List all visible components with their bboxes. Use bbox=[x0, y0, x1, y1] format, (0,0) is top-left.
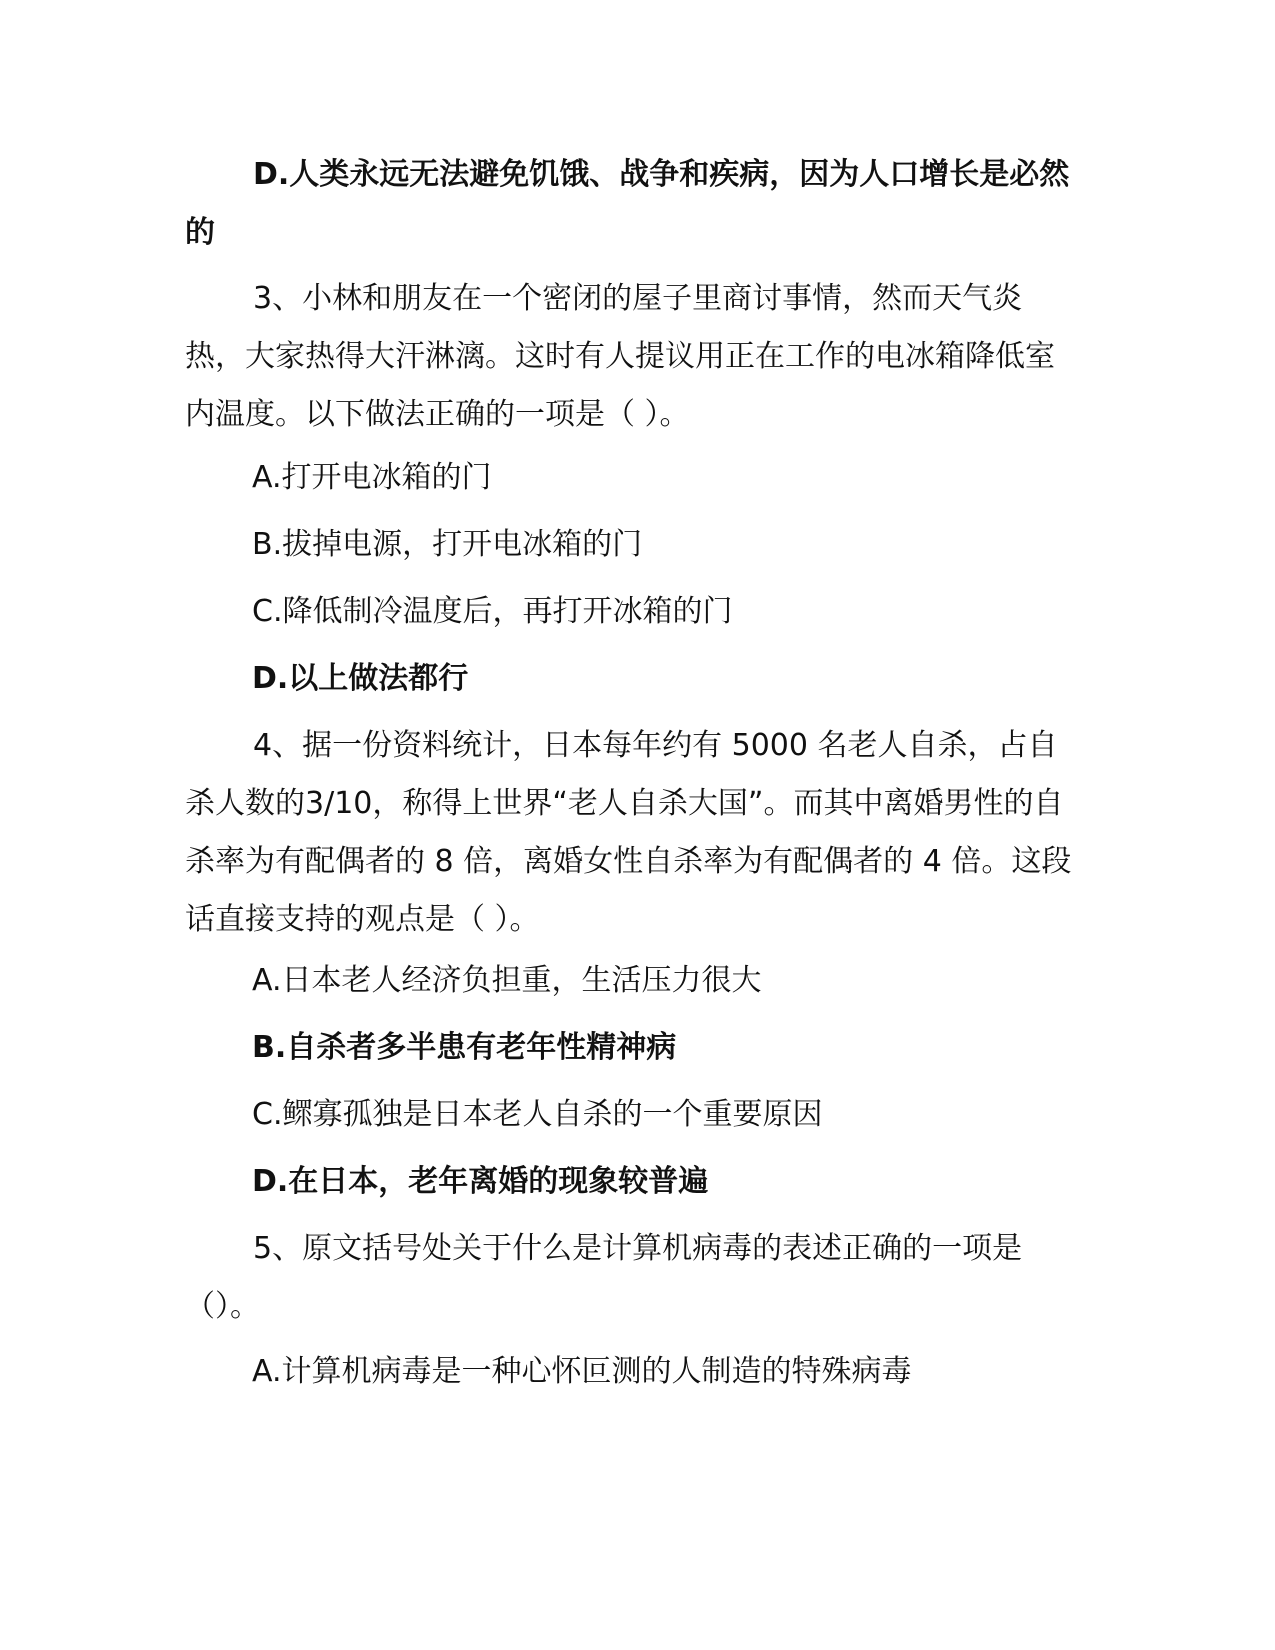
option-3b: B.拔掉电源，打开电冰箱的门 bbox=[252, 527, 643, 562]
option-3d: D.以上做法都行 bbox=[252, 661, 469, 696]
question-5: 5、原文括号处关于什么是计算机病毒的表述正确的一项是（）。 bbox=[185, 1231, 1023, 1324]
option-2d: D.人类永远无法避免饥饿、战争和疾病，因为人口增长是必然的 bbox=[185, 157, 1070, 250]
option-4d: D.在日本，老年离婚的现象较普遍 bbox=[252, 1164, 709, 1199]
option-4c: C.鳏寡孤独是日本老人自杀的一个重要原因 bbox=[252, 1097, 823, 1132]
option-4b: B.自杀者多半患有老年性精神病 bbox=[252, 1030, 677, 1065]
option-3c: C.降低制冷温度后，再打开冰箱的门 bbox=[252, 594, 733, 629]
option-3a: A.打开电冰箱的门 bbox=[252, 460, 492, 495]
option-4a: A.日本老人经济负担重，生活压力很大 bbox=[252, 963, 762, 998]
question-3: 3、小林和朋友在一个密闭的屋子里商讨事情，然而天气炎热，大家热得大汗淋漓。这时有人提议用正在工作的电冰箱降低室内温度。以下做法正确的一项是（ ）。 bbox=[185, 281, 1055, 432]
option-5a: A.计算机病毒是一种心怀叵测的人制造的特殊病毒 bbox=[252, 1354, 912, 1389]
question-4: 4、据一份资料统计，日本每年约有 5000 名老人自杀，占自杀人数的3/10，称得上世界“老人自杀大国”。而其中离婚男性的自杀率为有配偶者的 8 倍，离婚女性自杀率为有配偶者的 4 倍。这段话直接支持的观点是（ ）。 bbox=[185, 728, 1072, 937]
